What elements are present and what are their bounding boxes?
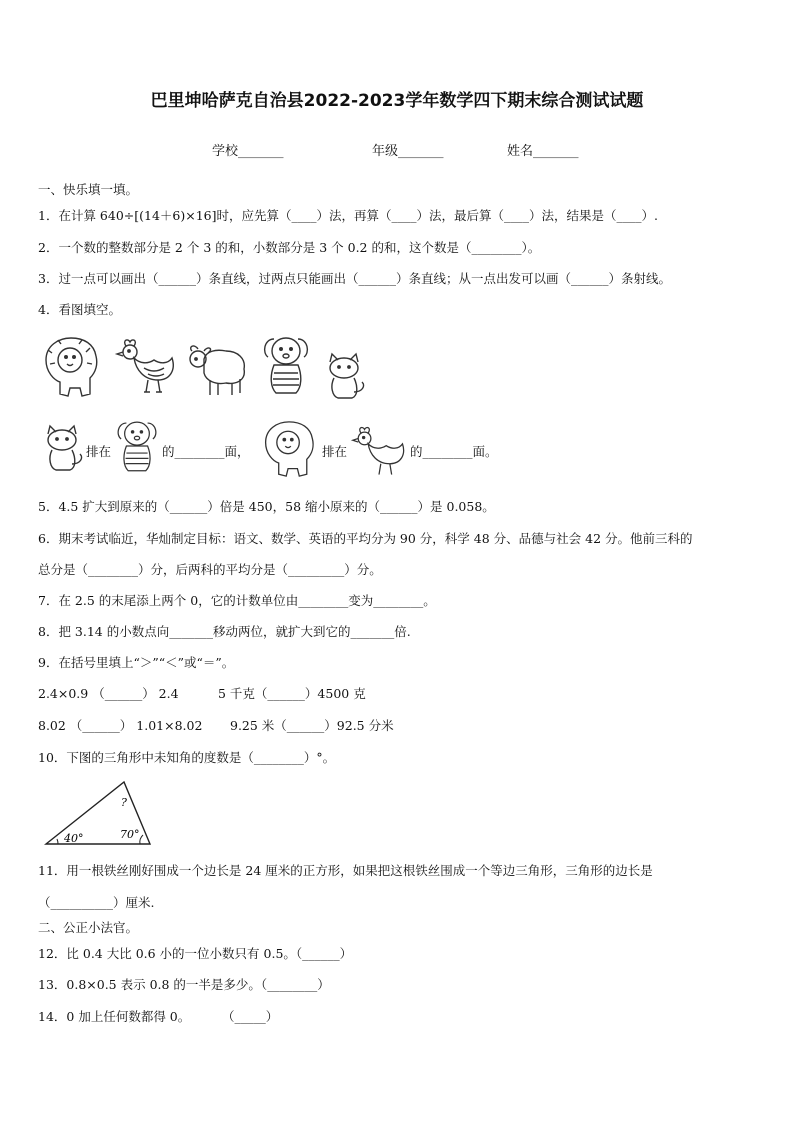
angle-40-label: 40° (64, 832, 84, 845)
grade-field: 年级_______ (372, 144, 444, 159)
question-11-line-2: （__________）厘米. (38, 895, 155, 910)
hen-image-small (350, 424, 408, 480)
question-6-line-2: 总分是（________）分，后两科的平均分是（_________）分。 (38, 562, 382, 577)
question-7: 7．在 2.5 的末尾添上两个 0，它的计数单位由________变为________。 (38, 593, 436, 608)
question-2: 2．一个数的整数部分是 2 个 3 的和，小数部分是 3 个 0.2 的和，这个数是（________）。 (38, 240, 541, 255)
q9-compare-4: 9.25 米（______）92.5 分米 (230, 718, 394, 733)
sheep-image (186, 343, 250, 399)
lion-image-small (260, 418, 318, 480)
question-8: 8．把 3.14 的小数点向_______移动两位，就扩大到它的_______倍. (38, 624, 411, 639)
name-field: 姓名_______ (507, 144, 579, 159)
question-1: 1．在计算 640÷[(14＋6)×16]时，应先算（____）法，再算（____）法，最后算（____）法，结果是（____）. (38, 208, 658, 223)
question-6-line-1: 6．期末考试临近，华灿制定目标：语文、数学、英语的平均分为 90 分，科学 48 分、品德与社会 42 分。他前三科的 (38, 531, 693, 546)
lion-image (40, 334, 102, 400)
question-3: 3．过一点可以画出（______）条直线，过两点只能画出（______）条直线；从一点出发可以画（______）条射线。 (38, 271, 671, 286)
question-9: 9．在括号里填上“＞”“＜”或“＝”。 (38, 655, 235, 670)
puppy-image-small (114, 416, 160, 476)
question-5: 5．4.5 扩大到原来的（______）倍是 450，58 缩小原来的（______）是 0.058。 (38, 499, 495, 514)
section-heading-1: 一、快乐填一填。 (38, 182, 139, 197)
kitten-image-small (40, 424, 86, 474)
hen-image (114, 336, 178, 398)
question-10: 10．下图的三角形中未知角的度数是（________）°。 (38, 750, 336, 765)
q4-position-blank-2: 的________面。 (410, 444, 498, 459)
q4-order-label-2: 排在 (322, 444, 348, 459)
q4-order-label-1: 排在 (86, 444, 112, 459)
school-field: 学校_______ (212, 144, 284, 159)
question-11-line-1: 11．用一根铁丝刚好围成一个边长是 24 厘米的正方形，如果把这根铁丝围成一个等边三角形，三角形的边长是 (38, 863, 653, 878)
q9-compare-1: 2.4×0.9 （______） 2.4 (38, 686, 179, 701)
angle-70-label: 70° (120, 828, 140, 841)
q9-compare-3: 8.02 （______） 1.01×8.02 (38, 718, 203, 733)
unknown-angle-label: ? (121, 796, 127, 809)
triangle-figure (44, 778, 154, 848)
question-12: 12．比 0.4 大比 0.6 小的一位小数只有 0.5。（______） (38, 946, 353, 961)
q9-compare-2: 5 千克（______）4500 克 (218, 686, 366, 701)
question-14: 14．0 加上任何数都得 0。 （_____） (38, 1009, 279, 1024)
section-heading-2: 二、公正小法官。 (38, 920, 139, 935)
kitten-image (322, 352, 368, 402)
question-13: 13．0.8×0.5 表示 0.8 的一半是多少。（________） (38, 977, 330, 992)
question-4: 4．看图填空。 (38, 302, 121, 317)
puppy-image (260, 331, 312, 399)
q4-position-blank-1: 的________面， (162, 444, 250, 459)
page-title: 巴里坤哈萨克自治县2022-2023学年数学四下期末综合测试试题 (150, 91, 644, 111)
